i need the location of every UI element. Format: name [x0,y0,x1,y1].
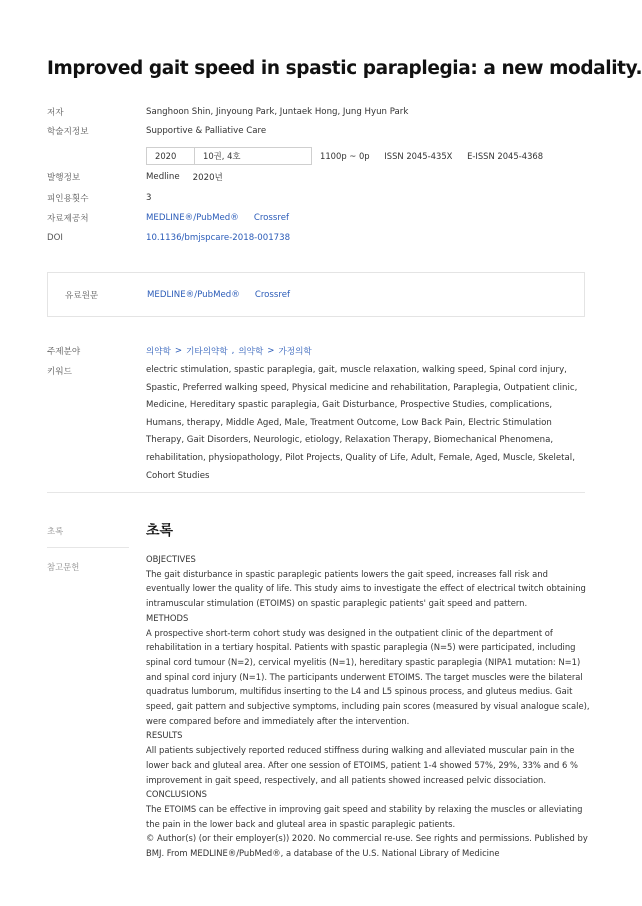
results-heading: RESULTS [146,730,183,741]
publisher-name: Medline [146,172,180,182]
publisher-label: 발행정보 [47,173,81,183]
authors-row [47,105,408,119]
authors-value: Sanghoon Shin, Jinyoung Park, Juntaek Hong, Jung Hyun Park [146,107,409,117]
keywords-label: 키워드 [47,367,72,377]
sidenav-divider [47,547,129,548]
cited-label: 피인용횟수 [47,194,89,204]
journal-value: Supportive & Palliative Care [146,126,267,136]
section-divider [47,492,585,493]
source-label: 자료제공처 [47,214,89,224]
volume-issn: ISSN 2045-435X [384,151,453,161]
cited-value: 3 [146,193,152,203]
subject-link-medicine-2[interactable]: 의약학 [238,347,264,357]
methods-heading: METHODS [146,612,189,623]
volume-year: 2020 [147,148,195,164]
subject-sep-1: > [174,346,183,356]
volume-extra [320,147,543,165]
subject-sep-2: , [231,346,235,356]
results-text: All patients subjectively reported reduced stiffness during walking and alleviated muscular pain in the lower back and gluteal area. After one session of ETOIMS, patient 1-4 showed 57%, 29%, 33% and 6 % improvement in gait speed, respectively, and all patients showed increased pelvic dissociation. [146,745,578,785]
subject-link-other-medicine[interactable]: 기타의약학 [186,347,228,357]
abstract-heading: 초록 [146,523,174,539]
sidenav-abstract[interactable]: 초록 [47,526,64,536]
doi-row [47,231,290,245]
paid-fulltext-label: 유료원문 [65,290,99,301]
volume-eissn: E-ISSN 2045-4368 [467,151,544,161]
volume-pages: 1100p ~ 0p [320,151,370,161]
methods-text: A prospective short-term cohort study was designed in the outpatient clinic of the department of rehabilitation in a tertiary hospital. Patients with spastic paraplegia (N=5) were participated, including spinal cord tumour (N=2), cervical myelitis (N=1), hereditary spastic paraplegia (NIPA1 mutation: N=1) and spinal cord injury (N=1). The participants underwent ETOIMS. The target muscles were the bilateral quadratus lumborum, multifidus inserting to the L4 and L5 spinous process, and gluteus medius. Gait speed, gait pattern and subjective symptoms, including pain scores (measured by visual analogue scale), were compared before and immediately after the intervention. [146,627,590,726]
objectives-text: The gait disturbance in spastic paraplegic patients lowers the gait speed, increases fall risk and eventually lower the quality of life. This study aims to investigate the effect of electrical twitch obtaining intramuscular stimulation (ETOIMS) on spastic paraplegic patients' gait speed and pattern. [146,568,586,609]
doi-label: DOI [47,233,63,243]
subject-row [47,344,312,358]
conclusions-text: The ETOIMS can be effective in improving gait speed and stability by relaxing the muscles or alleviating the pain in the lower back and gluteal area in spastic paraplegic patients. [146,803,583,829]
authors-label: 저자 [47,108,64,118]
volume-table [146,147,312,165]
keywords-label-row [47,364,146,378]
journal-label: 학술지정보 [47,127,89,137]
sidenav-references[interactable]: 참고문헌 [47,562,80,572]
source-link-crossref[interactable]: Crossref [253,213,290,223]
publisher-year: 2020년 [192,173,223,183]
conclusions-heading: CONCLUSIONS [146,789,207,800]
page-title: Improved gait speed in spastic paraplegia: a new modality. [47,58,642,79]
subject-sep-3: > [267,346,275,356]
objectives-heading: OBJECTIVES [146,554,196,564]
subject-label: 주제분야 [47,347,81,357]
fulltext-link-crossref[interactable]: Crossref [254,289,291,300]
volume-issue: 10권, 4호 [203,151,241,161]
source-row [47,211,289,225]
cited-row [47,191,151,205]
paid-fulltext-box [47,272,585,317]
subject-link-family-medicine[interactable]: 가정의학 [278,347,312,357]
journal-row [47,124,266,138]
fulltext-link-pubmed[interactable]: MEDLINE®/PubMed® [147,289,240,300]
subject-link-medicine[interactable]: 의약학 [146,347,171,357]
abstract-body [146,552,594,861]
source-link-pubmed[interactable]: MEDLINE®/PubMed® [146,213,239,223]
publisher-row [47,170,223,184]
copyright-text: © Author(s) (or their employer(s)) 2020. No commercial re-use. See rights and permissions. Published by BMJ. From MEDLINE®/PubMed®, a database of the U.S. National Library of Medicine [146,833,588,859]
doi-link[interactable]: 10.1136/bmjspcare-2018-001738 [146,233,291,243]
keywords-value: electric stimulation, spastic paraplegia, gait, muscle relaxation, walking speed, Spinal cord injury, Spastic, Preferred walking speed, Physical medicine and rehabilitation, Paraplegia, Outpatient clinic, Medicine, Hereditary spastic paraplegia, Gait Disturbance, Prospective Studies, complications, Humans, therapy, Middle Aged, Male, Treatment Outcome, Low Back Pain, Electric Stimulation Therapy, Gait Disorders, Neurologic, etiology, Relaxation Therapy, Biomechanical Phenomena, rehabilitation, physiopathology, Pilot Projects, Quality of Life, Adult, Female, Aged, Muscle, Skeletal, Cohort Studies [146,365,578,481]
